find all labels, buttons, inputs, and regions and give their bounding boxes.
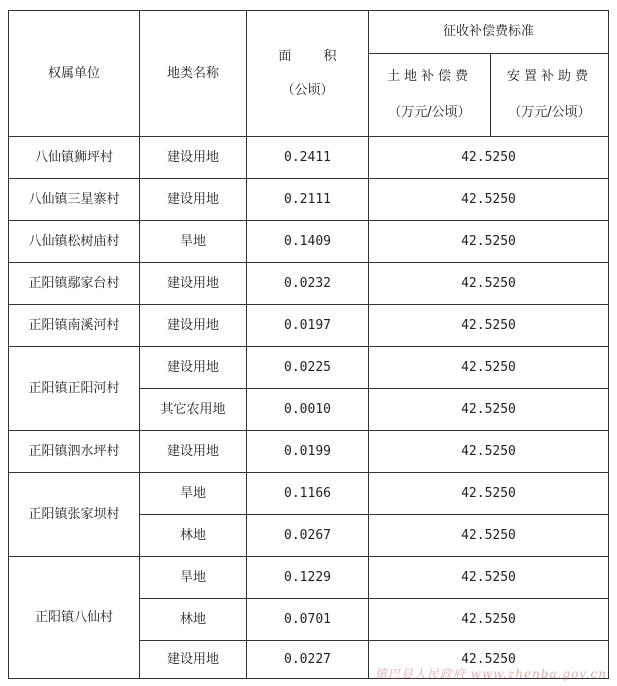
- land-type-cell: 旱地: [140, 473, 247, 515]
- area-cell: 0.0227: [247, 641, 369, 679]
- land-type-cell: 林地: [140, 515, 247, 557]
- land-type-cell: 建设用地: [140, 431, 247, 473]
- header-land-comp: [369, 54, 491, 137]
- compensation-cell: 42.5250: [369, 557, 609, 599]
- header-owner: 权属单位: [9, 11, 140, 137]
- area-cell: 0.0232: [247, 263, 369, 305]
- land-type-cell: 建设用地: [140, 347, 247, 389]
- land-type-cell: 建设用地: [140, 641, 247, 679]
- owner-cell: 八仙镇狮坪村: [9, 137, 140, 179]
- area-cell: 0.0199: [247, 431, 369, 473]
- header-land-type: 地类名称: [140, 11, 247, 137]
- compensation-cell: 42.5250: [369, 599, 609, 641]
- land-type-cell: 建设用地: [140, 137, 247, 179]
- owner-cell: 正阳镇张家坝村: [9, 473, 140, 557]
- area-cell: 0.0197: [247, 305, 369, 347]
- table-row: [9, 557, 609, 599]
- header-resettle-label: 安置补助费: [506, 69, 592, 84]
- header-resettle-unit: （万元/公顷）: [508, 105, 591, 120]
- land-type-cell: 林地: [140, 599, 247, 641]
- owner-cell: 正阳镇南溪河村: [9, 305, 140, 347]
- owner-cell: 正阳镇鄢家台村: [9, 263, 140, 305]
- table-row: [9, 473, 609, 515]
- owner-cell: 八仙镇松树庙村: [9, 221, 140, 263]
- area-cell: 0.0225: [247, 347, 369, 389]
- table-row: [9, 221, 609, 263]
- header-land-comp-unit: （万元/公顷）: [388, 105, 471, 120]
- area-cell: 0.1229: [247, 557, 369, 599]
- owner-cell: 正阳镇正阳河村: [9, 347, 140, 431]
- compensation-cell: 42.5250: [369, 137, 609, 179]
- header-area: [247, 11, 369, 137]
- table-row: [9, 263, 609, 305]
- area-cell: 0.2411: [247, 137, 369, 179]
- area-cell: 0.0010: [247, 389, 369, 431]
- header-standard: 征收补偿费标准: [369, 11, 609, 54]
- compensation-cell: 42.5250: [369, 263, 609, 305]
- area-cell: 0.0701: [247, 599, 369, 641]
- owner-cell: 八仙镇三星寨村: [9, 179, 140, 221]
- table-row: [9, 137, 609, 179]
- table-row: [9, 431, 609, 473]
- compensation-cell: 42.5250: [369, 431, 609, 473]
- header-area-unit: （公顷）: [281, 82, 334, 98]
- header-area-title: 面 积: [278, 48, 351, 64]
- owner-cell: 正阳镇八仙村: [9, 557, 140, 679]
- land-type-cell: 其它农用地: [140, 389, 247, 431]
- compensation-cell: 42.5250: [369, 515, 609, 557]
- owner-cell: 正阳镇泗水坪村: [9, 431, 140, 473]
- land-type-cell: 建设用地: [140, 179, 247, 221]
- compensation-cell: 42.5250: [369, 305, 609, 347]
- land-type-cell: 建设用地: [140, 305, 247, 347]
- compensation-table: [8, 10, 609, 679]
- area-cell: 0.0267: [247, 515, 369, 557]
- table-row: [9, 347, 609, 389]
- compensation-cell: 42.5250: [369, 641, 609, 679]
- header-resettle: [491, 54, 609, 137]
- area-cell: 0.1409: [247, 221, 369, 263]
- area-cell: 0.2111: [247, 179, 369, 221]
- table-row: [9, 179, 609, 221]
- header-land-comp-label: 土地补偿费: [386, 69, 472, 84]
- compensation-cell: 42.5250: [369, 347, 609, 389]
- land-type-cell: 旱地: [140, 221, 247, 263]
- table-row: [9, 305, 609, 347]
- site-watermark: 镇巴县人民政府 www.zhenba.gov.cn: [374, 667, 607, 681]
- compensation-cell: 42.5250: [369, 179, 609, 221]
- land-type-cell: 旱地: [140, 557, 247, 599]
- area-cell: 0.1166: [247, 473, 369, 515]
- compensation-cell: 42.5250: [369, 473, 609, 515]
- compensation-cell: 42.5250: [369, 221, 609, 263]
- compensation-cell: 42.5250: [369, 389, 609, 431]
- land-type-cell: 建设用地: [140, 263, 247, 305]
